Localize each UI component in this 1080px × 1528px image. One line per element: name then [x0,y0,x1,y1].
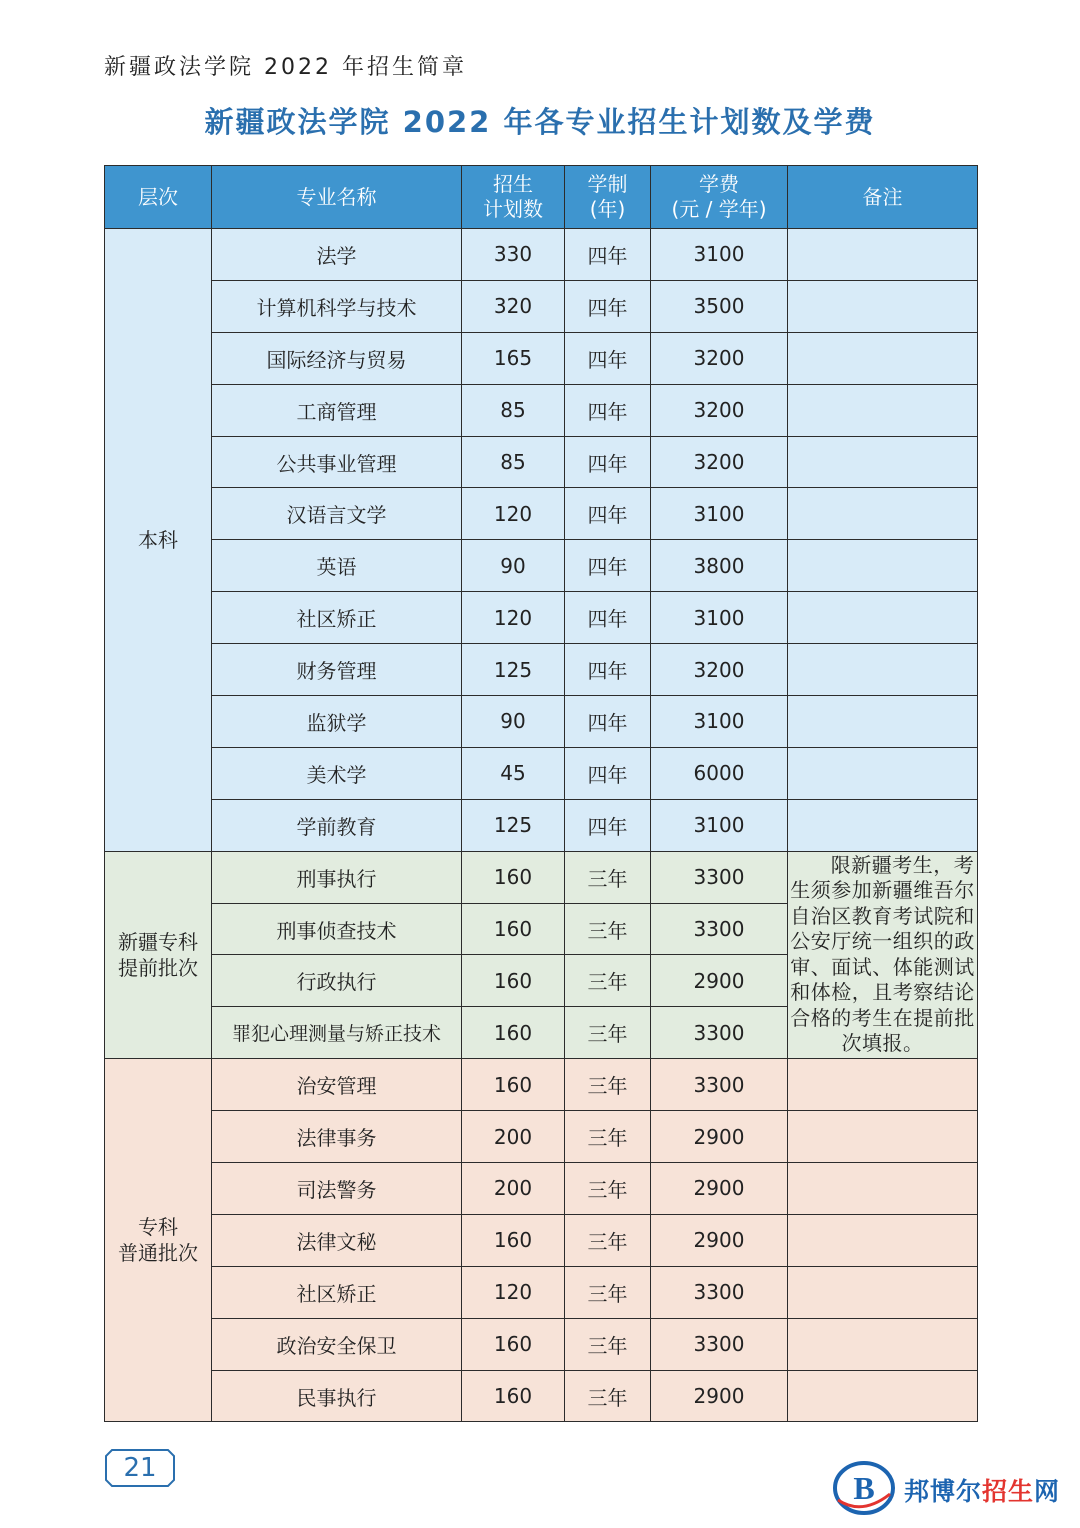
table-row [105,696,978,748]
quota-cell: 90 [462,696,565,748]
fee-cell: 3300 [651,1059,788,1111]
table-row [105,436,978,488]
fee-cell: 2900 [651,1370,788,1422]
major-cell: 法学 [212,229,462,281]
fee-cell: 3100 [651,799,788,851]
duration-cell: 三年 [565,1059,651,1111]
remark-cell [788,799,978,851]
major-cell: 刑事执行 [212,851,462,903]
remark-cell [788,1214,978,1266]
major-cell: 刑事侦查技术 [212,903,462,955]
fee-cell: 3500 [651,280,788,332]
major-cell: 财务管理 [212,644,462,696]
duration-cell: 三年 [565,1370,651,1422]
duration-cell: 四年 [565,799,651,851]
page-number-text: 21 [123,1453,157,1483]
duration-cell: 四年 [565,540,651,592]
quota-cell: 120 [462,1266,565,1318]
quota-cell: 330 [462,229,565,281]
duration-cell: 三年 [565,1007,651,1059]
major-cell: 国际经济与贸易 [212,332,462,384]
table-row [105,644,978,696]
remark-cell [788,1318,978,1370]
table-row [105,747,978,799]
major-cell: 行政执行 [212,955,462,1007]
watermark-text [904,1472,1060,1508]
duration-cell: 四年 [565,229,651,281]
duration-cell: 三年 [565,851,651,903]
major-cell: 工商管理 [212,384,462,436]
remark-cell [788,488,978,540]
duration-cell: 四年 [565,384,651,436]
level-benke: 本科 [105,229,212,852]
table-row [105,1059,978,1111]
level-tiqian [105,851,212,1059]
fee-cell: 3200 [651,332,788,384]
remark-cell [788,332,978,384]
duration-cell: 三年 [565,955,651,1007]
level-tiqian-line2: 提前批次 [118,955,198,980]
quota-cell: 90 [462,540,565,592]
major-cell: 社区矫正 [212,592,462,644]
duration-cell: 三年 [565,1214,651,1266]
table-row [105,280,978,332]
header-major: 专业名称 [212,166,462,229]
quota-cell: 160 [462,1318,565,1370]
quota-cell: 125 [462,799,565,851]
quota-cell: 200 [462,1111,565,1163]
header-duration-line1: 学制 [587,172,628,196]
header-duration-line2: (年) [589,197,626,221]
fee-cell: 6000 [651,747,788,799]
table-row [105,592,978,644]
quota-cell: 85 [462,436,565,488]
table-row [105,332,978,384]
table-row [105,799,978,851]
major-cell: 治安管理 [212,1059,462,1111]
duration-cell: 三年 [565,1111,651,1163]
page-title: 新疆政法学院 2022 年各专业招生计划数及学费 [204,105,876,139]
fee-cell: 3300 [651,1318,788,1370]
remark-cell [788,384,978,436]
major-cell: 司法警务 [212,1163,462,1215]
quota-cell: 125 [462,644,565,696]
major-cell: 汉语言文学 [212,488,462,540]
remark-cell [788,1163,978,1215]
header-fee [651,166,788,229]
quota-cell: 200 [462,1163,565,1215]
remark-tiqian: 限新疆考生，考生须参加新疆维吾尔自治区教育考试院和公安厅统一组织的政审、面试、体能测试和体检，且考察结论合格的考生在提前批次填报。 [788,851,978,1059]
major-cell: 法律事务 [212,1111,462,1163]
quota-cell: 160 [462,903,565,955]
brand-b-letter: B [853,1470,875,1506]
quota-cell: 165 [462,332,565,384]
major-cell: 英语 [212,540,462,592]
duration-cell: 四年 [565,747,651,799]
remark-cell [788,696,978,748]
table-row [105,1214,978,1266]
quota-cell: 160 [462,851,565,903]
fee-cell: 3800 [651,540,788,592]
remark-cell [788,436,978,488]
quota-cell: 120 [462,592,565,644]
duration-cell: 三年 [565,1318,651,1370]
level-putong [105,1059,212,1422]
major-cell: 民事执行 [212,1370,462,1422]
watermark-text-part1: 邦博尔 [904,1477,983,1506]
fee-cell: 3200 [651,436,788,488]
major-cell: 监狱学 [212,696,462,748]
quota-cell: 120 [462,488,565,540]
remark-cell [788,747,978,799]
duration-cell: 四年 [565,332,651,384]
quota-cell: 45 [462,747,565,799]
remark-cell [788,1370,978,1422]
header-fee-line2: (元 / 学年) [671,197,767,221]
quota-cell: 160 [462,1214,565,1266]
table-row [105,488,978,540]
table-row [105,1318,978,1370]
fee-cell: 2900 [651,1214,788,1266]
quota-cell: 320 [462,280,565,332]
quota-cell: 160 [462,1059,565,1111]
remark-cell [788,280,978,332]
fee-cell: 3300 [651,1266,788,1318]
table-row [105,1163,978,1215]
header-remark: 备注 [788,166,978,229]
fee-cell: 3300 [651,1007,788,1059]
header-quota [462,166,565,229]
major-cell: 罪犯心理测量与矫正技术 [212,1007,462,1059]
enrollment-plan-table [104,165,978,1422]
major-cell: 学前教育 [212,799,462,851]
level-putong-line1: 专科 [138,1215,178,1240]
table-row [105,851,978,903]
table-header-row [105,166,978,229]
remark-cell [788,1059,978,1111]
quota-cell: 85 [462,384,565,436]
fee-cell: 3100 [651,229,788,281]
header-quota-line2: 计划数 [483,197,543,221]
fee-cell: 2900 [651,955,788,1007]
fee-cell: 3100 [651,488,788,540]
fee-cell: 3100 [651,696,788,748]
duration-cell: 四年 [565,280,651,332]
duration-cell: 四年 [565,436,651,488]
header-quota-line1: 招生 [493,172,533,196]
table-row [105,1370,978,1422]
fee-cell: 3200 [651,644,788,696]
table-row [105,1111,978,1163]
brand-b-icon [832,1460,896,1516]
remark-cell [788,1111,978,1163]
header-level: 层次 [105,166,212,229]
duration-cell: 四年 [565,644,651,696]
quota-cell: 160 [462,955,565,1007]
major-cell: 计算机科学与技术 [212,280,462,332]
fee-cell: 3100 [651,592,788,644]
table-row [105,540,978,592]
remark-cell [788,540,978,592]
fee-cell: 2900 [651,1163,788,1215]
major-cell: 公共事业管理 [212,436,462,488]
fee-cell: 3200 [651,384,788,436]
level-tiqian-line1: 新疆专科 [118,929,198,954]
quota-cell: 160 [462,1370,565,1422]
table-row [105,1266,978,1318]
major-cell: 美术学 [212,747,462,799]
watermark-logo [832,1460,1072,1516]
page-number [104,1448,176,1488]
duration-cell: 四年 [565,696,651,748]
watermark-text-part3: 网 [1034,1477,1061,1506]
running-head: 新疆政法学院 2022 年招生简章 [104,55,467,80]
duration-cell: 三年 [565,1266,651,1318]
major-cell: 法律文秘 [212,1214,462,1266]
watermark-text-part2: 招生 [982,1477,1035,1506]
header-duration [565,166,651,229]
remark-cell [788,229,978,281]
duration-cell: 四年 [565,488,651,540]
fee-cell: 3300 [651,851,788,903]
remark-cell [788,644,978,696]
remark-cell [788,592,978,644]
quota-cell: 160 [462,1007,565,1059]
remark-cell [788,1266,978,1318]
duration-cell: 三年 [565,1163,651,1215]
fee-cell: 3300 [651,903,788,955]
major-cell: 社区矫正 [212,1266,462,1318]
table-row [105,384,978,436]
table-row [105,229,978,281]
duration-cell: 三年 [565,903,651,955]
level-putong-line2: 普通批次 [118,1241,198,1266]
header-fee-line1: 学费 [699,172,739,196]
duration-cell: 四年 [565,592,651,644]
fee-cell: 2900 [651,1111,788,1163]
major-cell: 政治安全保卫 [212,1318,462,1370]
